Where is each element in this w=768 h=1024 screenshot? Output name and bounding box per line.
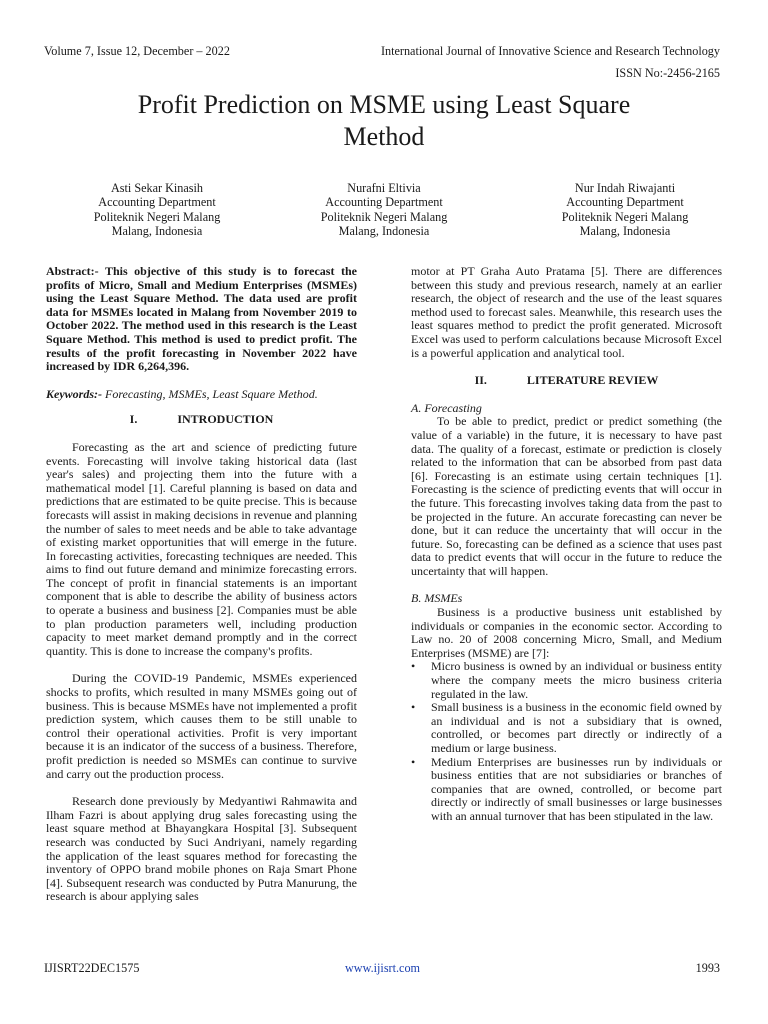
section-heading-literature-review xyxy=(411,374,722,388)
author-dept: Accounting Department xyxy=(566,195,684,210)
paragraph: motor at PT Graha Auto Pratama [5]. There are differences between this study and previous research, namely at an earlier research, the object of research and the use of the least squares method used to forecast sales. Meanwhile, this research uses the least squares method to predict the profit generated. Microsoft Excel was used to perform calculations because Microsoft Excel is a powerful application and analytical tool. xyxy=(411,264,722,360)
author-block xyxy=(47,181,267,238)
header-volume: Volume 7, Issue 12, December – 2022 xyxy=(44,44,230,58)
author-block xyxy=(274,181,494,238)
footer-page-number: 1993 xyxy=(695,961,720,975)
section-heading-introduction xyxy=(46,413,357,427)
author-inst: Politeknik Negeri Malang xyxy=(93,209,221,224)
author-dept: Accounting Department xyxy=(325,195,443,210)
list-item: • Medium Enterprises are businesses run by individuals or business entities that are not subsidiaries or branches of companies that are owned, controlled, or become part directly or indirectly of small businesses or large businesses with an annual turnover that has been stipulated in the law. xyxy=(411,756,722,824)
paper-title: Profit Prediction on MSME using Least Square Method xyxy=(137,90,631,151)
abstract: Abstract:- This objective of this study is to forecast the profits of Micro, Small and Medium Enterprises (MSMEs) using the Least Square Method. The data used are profit data for MSMEs located in Malang from November 2019 to October 2022. The method used in this research is the Least Square Method. This method is used to predict profit. The results of the profit forecasting in November 2022 have increased by IDR 6,264,396. xyxy=(46,264,357,374)
subsection-heading-forecasting: A. Forecasting xyxy=(411,400,482,415)
list-item: • Small business is a business in the economic field owned by an individual and is not a subsidiary that is owned, controlled, or becomes part directly or indirectly of a medium or large business. xyxy=(411,701,722,755)
header-journal: International Journal of Innovative Science and Research Technology xyxy=(380,44,720,58)
author-block xyxy=(515,181,735,238)
author-name: Asti Sekar Kinasih xyxy=(110,181,204,195)
section-title: LITERATURE REVIEW xyxy=(526,373,659,388)
author-loc: Malang, Indonesia xyxy=(338,223,430,238)
author-dept: Accounting Department xyxy=(98,195,216,210)
keywords-text: Forecasting, MSMEs, Least Square Method. xyxy=(105,386,318,401)
header-issn: ISSN No:-2456-2165 xyxy=(615,66,720,80)
keywords-label: Keywords:- xyxy=(46,386,102,401)
right-column xyxy=(411,265,722,824)
paragraph: During the COVID-19 Pandemic, MSMEs experienced shocks to profits, which resulted in many MSMEs going out of business. This is because MSMEs have not implemented a profit prediction system, which causes them to be still unable to control their operational activities. Profit is very important because it is an indicator of the success of a business. Therefore, profit prediction is needed so MSMEs can continue to survive and carry out the production process. xyxy=(46,671,357,781)
left-column xyxy=(46,265,357,904)
subsection-heading-msmes: B. MSMEs xyxy=(411,591,463,606)
author-loc: Malang, Indonesia xyxy=(111,223,203,238)
author-name: Nur Indah Riwajanti xyxy=(574,181,676,195)
author-inst: Politeknik Negeri Malang xyxy=(561,209,689,224)
footer-paper-code: IJISRT22DEC1575 xyxy=(44,961,140,975)
footer-url-link[interactable]: www.ijisrt.com xyxy=(345,961,421,975)
section-number: I. xyxy=(129,412,138,427)
author-name: Nurafni Eltivia xyxy=(347,181,421,195)
bullet-list xyxy=(411,660,722,823)
paragraph: Forecasting as the art and science of predicting future events. Forecasting will involve taking historical data (last year's sales) and projecting them into the future with a mathematical model [1]. Careful planning is based on data and predictions that are estimated to be quite precise. This is because forecasts will assist in making decisions in revenue and planning the number of sales to meet needs and be able to take advantage of existing market opportunities that will emerge in the future. In forecasting activities, forecasting techniques are needed. This aims to find out future demand and minimize forecasting errors. The concept of profit in financial statements is an important component that is able to describe the ability of business actors to operate a business and business [2]. Companies must be able to plan production parameters well, including production capacity to meet market demand promptly and in the correct quantity. This is done to increase the company's profits. xyxy=(46,439,357,658)
author-loc: Malang, Indonesia xyxy=(579,223,671,238)
section-number: II. xyxy=(474,373,487,388)
paragraph: To be able to predict, predict or predict something (the value of a variable) in the future, it is necessary to have past data. The quality of a forecast, estimate or prediction is closely related to the information that can be absorbed from past data [6]. Forecasting is an estimate using certain techniques [1]. Forecasting is the science of predicting events that will occur in the future. This forecasting involves taking data from the past to be projected in the future. An accurate forecasting can never be done, but it can reduce the uncertainty that will occur in the future. So, forecasting can be defined as a science that uses past data to predict events that will occur in the future to reduce the uncertainty that will happen. xyxy=(411,414,722,578)
author-inst: Politeknik Negeri Malang xyxy=(320,209,448,224)
paragraph: Business is a productive business unit established by individuals or companies in the economic sector. According to Law no. 20 of 2008 concerning Micro, Small, and Medium Enterprises (MSME) are [7]: xyxy=(411,605,722,660)
section-title: INTRODUCTION xyxy=(177,412,274,427)
list-item: • Micro business is owned by an individual or business entity where the company meets the micro business criteria regulated in the law. xyxy=(411,660,722,701)
paragraph: Research done previously by Medyantiwi Rahmawita and Ilham Fazri is about applying drug sales forecasting using the least square method at Bhayangkara Hospital [3]. Subsequent research was conducted by Suci Andriyani, namely regarding the application of the least squares method for forecasting the inventory of OPPO brand mobile phones on Raja Smart Phone [4]. Subsequent research was conducted by Putra Manurung, the research is abour applying sales xyxy=(46,794,357,904)
keywords xyxy=(46,388,357,402)
